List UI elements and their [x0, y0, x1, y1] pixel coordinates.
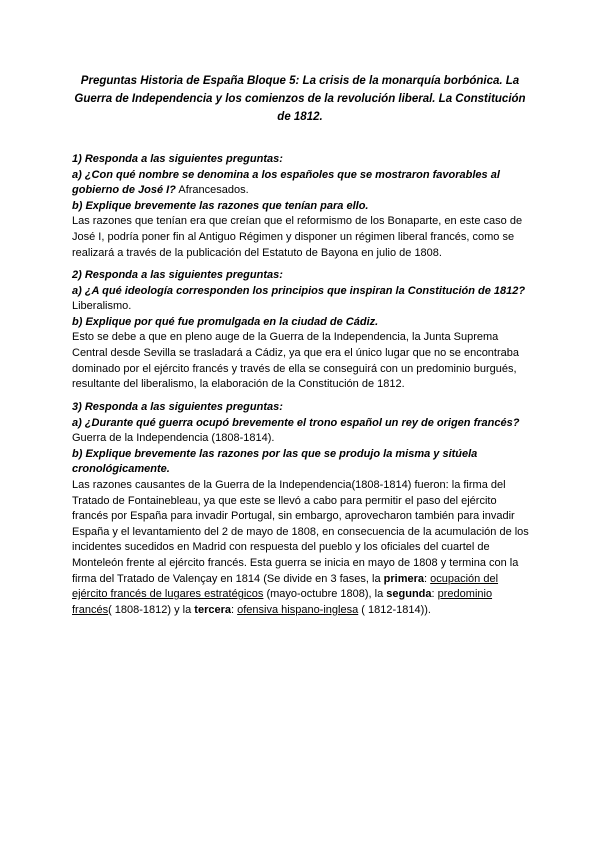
phase-1-label: primera [383, 572, 425, 585]
phase-2-label: segunda [386, 588, 432, 601]
phase-1-separator: : [424, 572, 431, 585]
phase-1-date: (mayo-octubre 1808), la [263, 588, 387, 601]
section-3-answer-b [72, 478, 534, 618]
phase-3-text: ofensiva hispano-inglesa [237, 603, 359, 616]
answer-a-text: Liberalismo. [72, 300, 132, 313]
section-2-answer-b: Esto se debe a que en pleno auge de la Guerra de la Independencia, la Junta Suprema Central desde Sevilla se trasladará a Cádiz, ya que era el único lugar que no se encontraba dominado por el ejército francés y través de ella se conseguirá con un predominio burgués, resultante del liberalismo, la elaboración de la Constitución de 1812. [72, 331, 519, 391]
section-3 [72, 400, 534, 618]
section-3-question-a: a) ¿Durante qué guerra ocupó brevemente el trono español un rey de origen francés? [72, 416, 520, 429]
section-3-heading: 3) Responda a las siguientes preguntas: [72, 401, 283, 413]
section-1-heading: 1) Responda a las siguientes preguntas: [72, 153, 283, 165]
question-a-text: a) ¿Con qué nombre se denomina a los españoles que se mostraron favorables al gobierno de José I? [72, 168, 500, 197]
section-1-question-a [72, 168, 534, 199]
section-2-heading: 2) Responda a las siguientes preguntas: [72, 269, 283, 281]
section-1 [72, 152, 534, 261]
answer-a-text: Afrancesados. [175, 184, 249, 197]
phase-3-date: ( 1812-1814)). [358, 603, 431, 616]
section-3-answer-a: Guerra de la Independencia (1808-1814). [72, 432, 275, 445]
phase-1-text: ocupación del ejército francés de lugares estratégicos [72, 572, 499, 601]
section-1-question-b: b) Explique brevemente las razones que tenían para ello. [72, 199, 369, 212]
phase-3-label: tercera [194, 603, 231, 616]
question-a-text: a) ¿A qué ideología corresponden los principios que inspiran la Constitución de 1812? [72, 284, 526, 297]
phase-3-separator: : [231, 603, 238, 616]
phase-2-text: predominio francés [72, 588, 493, 616]
section-2 [72, 268, 534, 393]
section-3-question-b: b) Explique brevemente las razones por las que se produjo la misma y sitúela cronológicamente. [72, 447, 478, 476]
section-2-question-a [72, 284, 534, 315]
document-title: Preguntas Historia de España Bloque 5: La crisis de la monarquía borbónica. La Guerra de Independencia y los comienzos de la revolución liberal. La Constitución de 1812. [74, 75, 526, 123]
section-2-question-b: b) Explique por qué fue promulgada en la ciudad de Cádiz. [72, 315, 379, 328]
section-1-answer-b: Las razones que tenían era que creían que el reformismo de los Bonaparte, en este caso de José I, podría poner fin al Antiguo Régimen y disponer un régimen liberal francés, como se realizará a través de la publicación del Estatuto de Bayona en julio de 1808. [72, 215, 523, 259]
answer-b-intro: Las razones causantes de la Guerra de la Independencia(1808-1814) fueron: la firma del Tratado de Fontainebleau, ya que este se llevó a cabo para permitir el paso del ejército francés por España para invadir Portugal, sin embargo, aprovecharon también para invadir España y el levantamiento del 2 de mayo de 1808, en consecuencia de la acumulación de los incidentes sucedidos en Madrid con respuesta del pueblo y los oficiales del cuartel de Monteleón frente al ejército francés. Esta guerra se inicia en mayo de 1808 y termina con la firma del Tratado de Valençay en 1814 (Se divide en 3 fases, la [72, 478, 529, 585]
phase-2-separator: : [431, 588, 438, 601]
phase-2-date: ( 1808-1812) y la [108, 603, 195, 616]
